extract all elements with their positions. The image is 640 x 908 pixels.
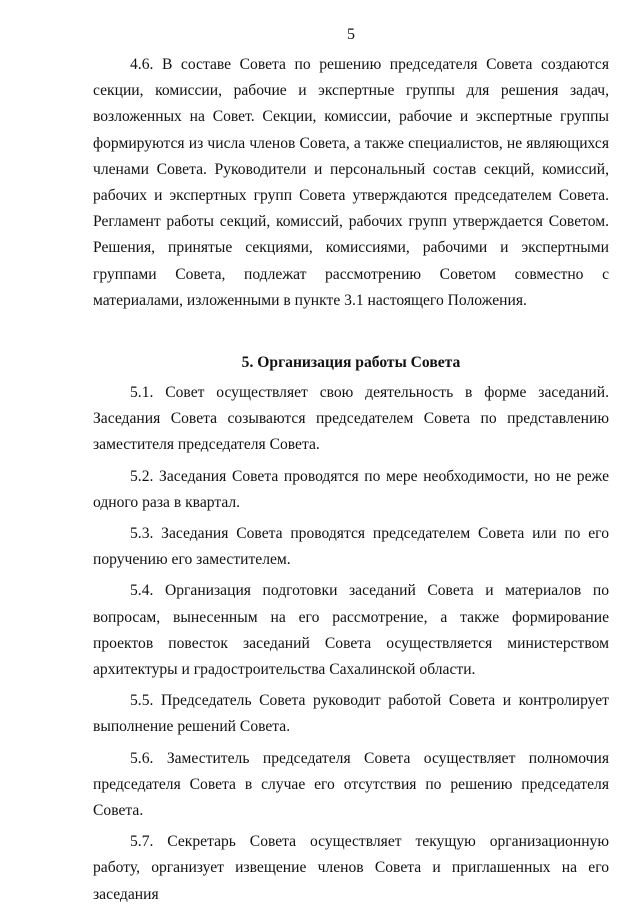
section-heading: 5. Организация работы Совета — [241, 354, 461, 372]
document-page — [93, 24, 609, 908]
paragraph-5-2: 5.2. Заседания Совета проводятся по мере необходимости, но не реже одного раза в квартал. — [93, 467, 609, 511]
paragraph-5-4: 5.4. Организация подготовки заседаний Совета и материалов по вопросам, вынесенным на его рассмотрение, а также формирование проектов повесток заседаний Совета осуществляется министерством архитектуры и градостроительства Сахалинской области. — [93, 582, 609, 679]
page-number: 5 — [347, 26, 355, 43]
paragraph-5-1: 5.1. Совет осуществляет свою деятельность в форме заседаний. Заседания Совета созываются председателем Совета по представлению заместителя председателя Совета. — [93, 384, 609, 454]
paragraph-5-7: 5.7. Секретарь Совета осуществляет текущую организационную работу, организует извещение членов Совета и приглашенных на его заседания — [93, 833, 609, 903]
paragraph-4-6: 4.6. В составе Совета по решению председателя Совета создаются секции, комиссии, рабочие и экспертные группы для решения задач, возложенных на Совет. Секции, комиссии, рабочие и экспертные группы формируются из числа членов Совета, а также специалистов, не являющихся членами Совета. Руководители и персональный состав секций, комиссий, рабочих и экспертных групп Совета утверждаются председателем Совета. Регламент работы секций, комиссий, рабочих групп утверждается Советом. Решения, принятые секциями, комиссиями, рабочими и экспертными группами Совета, подлежат рассмотрению Советом совместно с материалами, изложенными в пункте 3.1 настоящего Положения. — [93, 56, 609, 309]
paragraph-5-5: 5.5. Председатель Совета руководит работой Совета и контролирует выполнение решений Совета. — [93, 692, 609, 736]
paragraph-5-6: 5.6. Заместитель председателя Совета осуществляет полномочия председателя Совета в случае его отсутствия по решению председателя Совета. — [93, 749, 609, 820]
paragraph-5-3: 5.3. Заседания Совета проводятся председателем Совета или по его поручению его заместителем. — [93, 525, 609, 569]
